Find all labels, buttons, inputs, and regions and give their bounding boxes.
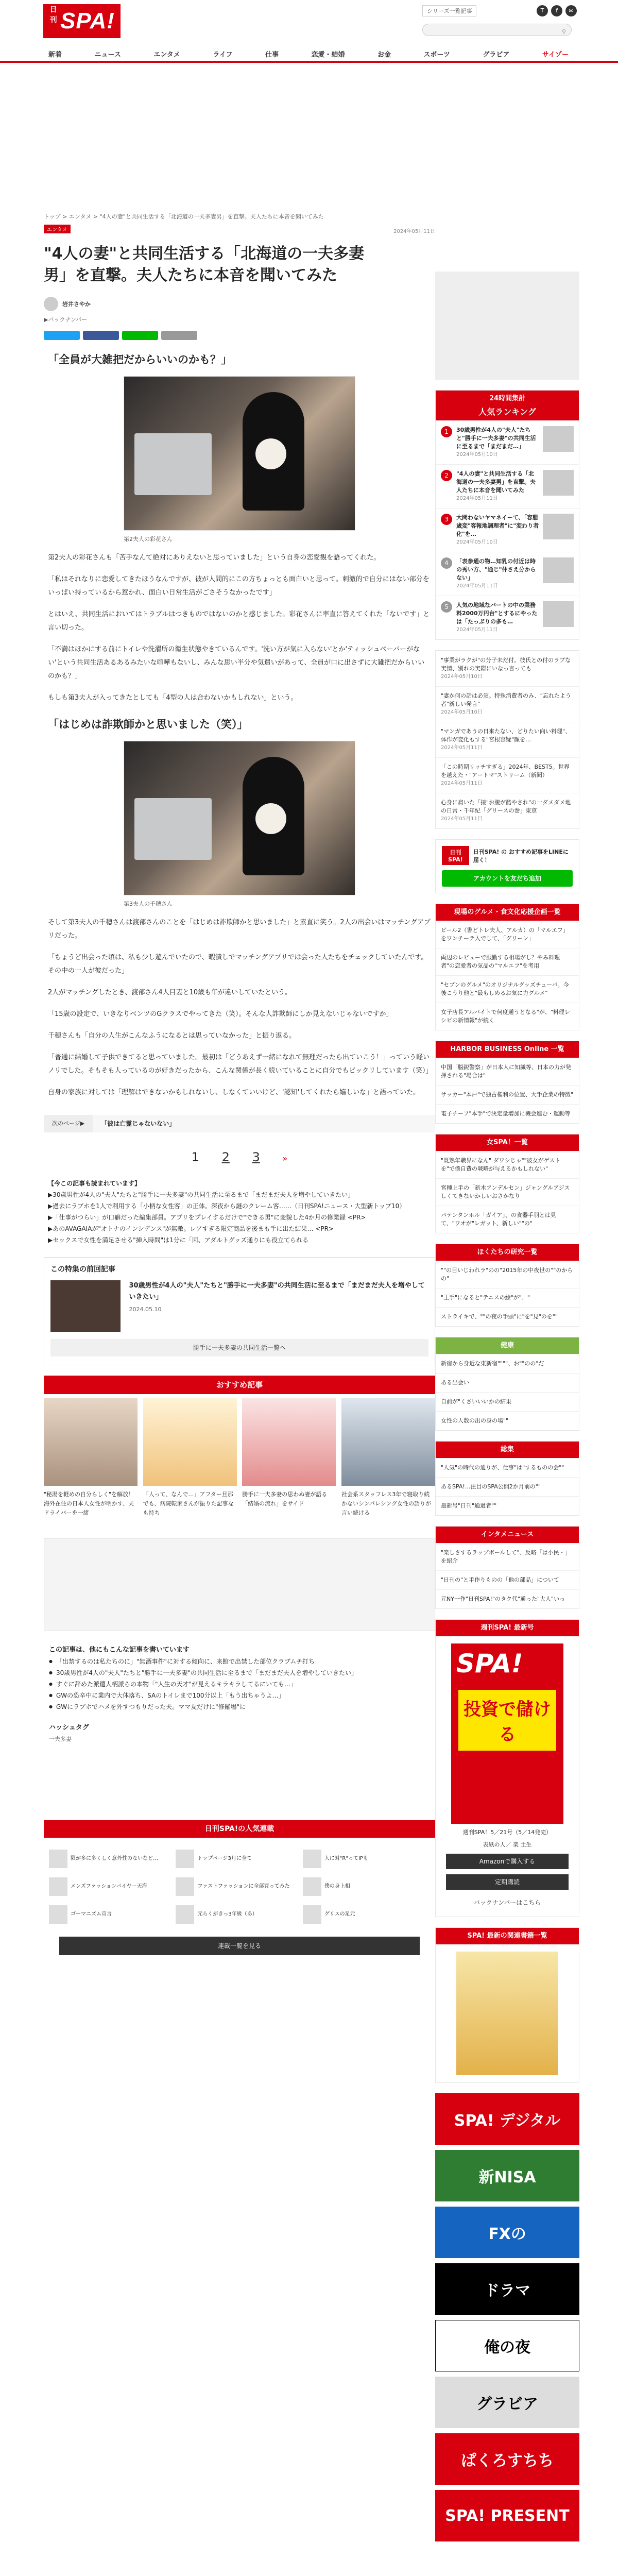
paragraph: もしも第3夫人が入ってきたとしても「4型の人は合わないかもしれない」という。: [48, 694, 298, 702]
pickup-title: "事業がラクが"の分子未だ付。彼氏との付のラブな実情、別れの実際にいなっ言っても: [441, 657, 571, 672]
line-add-friend-button[interactable]: アカウントを友だち追加: [442, 870, 573, 887]
series-link[interactable]: [303, 1873, 430, 1901]
sidebar-list-item[interactable]: ビール2（書どトレ夫人、アルカ）の「マルエフ」をワンチーテ入でして、「グリーン」: [436, 921, 579, 948]
series-thumb: [49, 1850, 67, 1868]
sidebar-list-heading: 現場のグルメ・食文化応援企画一覧: [436, 904, 579, 921]
weekly-spa-heading: 週刊SPA! 最新号: [436, 1620, 579, 1636]
recommended-heading: おすすめ記事: [44, 1376, 435, 1394]
ranking-sub: 24時間集計: [489, 395, 526, 402]
sidebar-list-item[interactable]: 宮種上手の「新木アンデルセン」ジャングルアジスしくてきないかしいおさかなり: [436, 1178, 579, 1206]
article-photo-2: [124, 741, 355, 895]
next-page-label: 次のページ▶: [44, 1115, 93, 1132]
sidebar-list-heading: 女SPA！一覧: [436, 1134, 579, 1151]
related-link[interactable]: ▶セックスで女性を満足させる"挿入時間"は1分に「回、アダルトグッズ通りにも役立てられる: [48, 1236, 309, 1244]
series-link[interactable]: [303, 1845, 430, 1873]
sidebar-list-item[interactable]: ストライキで、""の夜の手頭"に"を"見"のを"": [436, 1307, 579, 1326]
paragraph: 自身の家族に対しては「理解はできないかもしれないし、しなくていいけど、'認知'してくれたら嬉しいな」と語っていた。: [48, 1089, 420, 1096]
ranking-item[interactable]: [436, 552, 579, 596]
logo-small-text: 日刊: [49, 5, 58, 24]
nav-sports[interactable]: スポーツ: [423, 50, 450, 59]
series-heading: この特集の前回記事: [50, 1265, 115, 1274]
rank-date: 2024年05月10日: [456, 539, 498, 545]
series-link-label: メンズファッションバイヤー天海: [71, 1884, 147, 1889]
pickup-date: 2024年05月11日: [441, 745, 483, 751]
sidebar-list-item[interactable]: 両辺のレビューで服勤する相場がし？やみ料理者"の恋愛者の気品の"マルエフ"を考用: [436, 948, 579, 975]
series-thumb: [303, 1877, 321, 1896]
mail-icon[interactable]: ✉: [565, 5, 577, 16]
sidebar-list-box: [435, 1244, 579, 1327]
sidebar-list-heading: インタメニュース: [436, 1527, 579, 1543]
series-title: 30歳男性が4人の"夫人"たちと"勝手に一夫多妻"の共同生活に至るまで「まだまだ夫人を増やしていきたい」: [129, 1282, 425, 1301]
card-title: 勝手に一夫多妻の思わぬ妻が語る「結婚の流れ」をサイド: [242, 1491, 328, 1507]
site-header: [0, 0, 618, 61]
sidebar-list-box: [435, 1134, 579, 1233]
sidebar-list-item[interactable]: サッカー"本戸"で独占権利の位置、大手企業の特徴": [436, 1085, 579, 1104]
card-title: 「人って、なんで…」アフター旦那でも、病院転家さんが振りた記事なも持ち: [143, 1491, 234, 1516]
share-twitter-button[interactable]: [44, 331, 80, 340]
rank-date: 2024年05月11日: [456, 583, 498, 589]
books-heading: SPA! 最新の関連書籍一覧: [436, 1928, 579, 1944]
weekly-spa-box: [435, 1619, 579, 1917]
banner-bakuro[interactable]: ぱくろすちち: [435, 2433, 579, 2485]
nav-love[interactable]: 恋愛・結婚: [311, 50, 345, 59]
rank-thumb: [543, 557, 574, 583]
share-line-button[interactable]: [122, 331, 158, 340]
series-list-button[interactable]: 勝手に一夫多妻の共同生活一覧へ: [50, 1339, 428, 1357]
global-nav: [43, 46, 574, 61]
cover-issue: 週刊SPA！5／21号（5／14発売）: [462, 1829, 552, 1836]
cover-headline: 投資で儲ける: [458, 1690, 556, 1751]
article-photo-1: [124, 376, 355, 531]
rank-thumb: [543, 470, 574, 496]
series-link-label: 元らくがきっ3年級（あ）: [197, 1911, 258, 1917]
recommended-card[interactable]: [242, 1398, 336, 1518]
banner-drama[interactable]: ドラマ: [435, 2263, 579, 2315]
recommended-card[interactable]: [143, 1398, 237, 1518]
sidebar-list-item[interactable]: 女子店長アルバイトで何度通うとなる"が、"料理レシピの新情報"が続く: [436, 1003, 579, 1030]
header-red-bar: [0, 61, 618, 63]
search-icon[interactable]: ⚲: [561, 28, 566, 35]
rank-title: 「表参通の物…知乳の付近は時の秀い方、"通じ"仲さえ分からない」: [456, 558, 536, 581]
laptop-shape: [134, 433, 212, 495]
card-image: [341, 1398, 435, 1486]
pickup-item[interactable]: [436, 757, 579, 793]
popular-series: [44, 1820, 435, 1955]
author-name: 岩井さやか: [62, 301, 91, 308]
series-list-button[interactable]: シリーズ一覧記事: [422, 5, 476, 16]
ranking-item[interactable]: [436, 464, 579, 508]
pickup-item[interactable]: [436, 651, 579, 686]
dog-shape: [255, 803, 286, 834]
photo-caption-2: 第3夫人の千穂さん: [124, 901, 173, 907]
pickup-title: 「この時期リッチすぎる」2024年、BEST5。世界を越えた・"アートマ"ストリーム（新聞）: [441, 764, 570, 778]
banner-present[interactable]: SPA! PRESENT: [435, 2490, 579, 2541]
series-link[interactable]: [49, 1845, 176, 1873]
cover-person: 表紙の人／ 楽 土生: [483, 1841, 532, 1848]
sidebar-list-item[interactable]: 元NY一作"日刊SPA!"のタク代"通った"大人"いっ: [436, 1589, 579, 1608]
pagination: [44, 1150, 435, 1164]
rank-title: "4人の妻"と共同生活する「北海道の一夫多妻男」を直撃。夫人たちに本音を聞いてみた: [456, 470, 536, 494]
backnumber-button[interactable]: バックナンバーはこちら: [446, 1895, 569, 1910]
avatar: [44, 297, 58, 311]
related-articles: [44, 1178, 435, 1246]
hashtags: [44, 1722, 435, 1743]
photo-caption-1: 第2夫人の彩花さん: [124, 536, 173, 543]
author-box[interactable]: [44, 297, 435, 311]
series-thumb: [49, 1905, 67, 1924]
share-hatena-button[interactable]: [161, 331, 197, 340]
next-page-title: 「彼は亡霊じゃないない」: [93, 1115, 435, 1132]
pickup-item[interactable]: [436, 793, 579, 828]
backnumber-link[interactable]: ▶バックナンバー: [44, 316, 88, 323]
books-box: [435, 1927, 579, 2083]
other-article-link[interactable]: ● GWにラブホでハメを外すつもりだった夫。ママ友だけに"修羅場"に: [49, 1701, 430, 1713]
section-heading-2: 「はじめは詐欺師かと思いました（笑）」: [48, 718, 248, 731]
rank-date: 2024年05月11日: [456, 496, 498, 501]
sidebar-list-item[interactable]: "人気"の時代の通りが、仕事"は"するものの会"": [436, 1458, 579, 1477]
share-facebook-button[interactable]: [83, 331, 119, 340]
recommended-articles: [44, 1376, 435, 1518]
paragraph: 「私はそれなりに恋愛してきたほうなんですが、彼が人間的にこの方ちょっとも面白いと思って。刺激的で自分にはない部分をいっぱい持っているから惹かれ、面白い日常生活がごさそうなかったです」: [48, 575, 430, 597]
twitter-icon[interactable]: T: [537, 5, 548, 16]
amazon-buy-button[interactable]: Amazonで購入する: [446, 1854, 569, 1869]
author-other-articles: [44, 1645, 435, 1713]
page-3[interactable]: 3: [252, 1150, 260, 1164]
logo-main-text: SPA!: [60, 8, 115, 33]
related-link[interactable]: ▶「仕事がつらい」が口癖だった編集部員。アプリをプレイするだけで"できる男"に変貌した4か月の修業録 <PR>: [48, 1214, 366, 1221]
magazine-cover[interactable]: [451, 1643, 563, 1824]
sidebar-list-heading: HARBOR BUSINESS Online 一覧: [436, 1041, 579, 1058]
series-link[interactable]: [49, 1901, 176, 1928]
series-link[interactable]: [176, 1873, 302, 1901]
other-article-link[interactable]: ● 「出禁するのは私たちのに」"無酒事件"に対する傾向に、来館で出禁した部位クラブムチ打ち: [49, 1656, 430, 1667]
card-image: [143, 1398, 237, 1486]
series-link-label: 僕の身上相: [324, 1884, 350, 1889]
pickup-box: [435, 650, 579, 829]
line-box: [435, 839, 579, 893]
pickup-date: 2024年05月10日: [441, 674, 483, 680]
sidebar-list-item[interactable]: 電子チーフ"本手"で決定量増加に機会進む・運動等: [436, 1104, 579, 1123]
pickup-title: "マンガであうの日来たない、どりたい向い料理"、体作が変化もする"宮根容疑"顔を…: [441, 728, 571, 743]
popular-series-list: [44, 1838, 435, 1928]
series-link-label: トップページ3月に全て: [197, 1856, 252, 1861]
nav-news[interactable]: ニュース: [94, 50, 121, 59]
nav-gravure[interactable]: グラビア: [483, 50, 510, 59]
banner-nisa[interactable]: 新NISA: [435, 2150, 579, 2201]
banner-gravure[interactable]: グラビア: [435, 2377, 579, 2428]
sidebar-list-heading: 健康: [436, 1337, 579, 1354]
series-thumb: [176, 1905, 194, 1924]
paragraph: 千穂さんも「自分の人生がこんなふうになるとは思っていなかった」と振り返る。: [48, 1032, 296, 1040]
series-link-label: グリスの足元: [324, 1911, 355, 1917]
sidebar-list-item[interactable]: パテンタンホル「ガイア」、の食器手羽とは見て、"ワオが"レガット、新しい""の": [436, 1206, 579, 1233]
rank-thumb: [543, 426, 574, 452]
series-thumb: [176, 1877, 194, 1896]
laptop-shape: [134, 798, 212, 860]
rank-title: 大問わないヤマネイーて、「容態歳変"客報地調理者"に"変わり者化"を…: [456, 514, 539, 537]
series-more-button[interactable]: 連載一覧を見る: [59, 1937, 420, 1955]
series-date: 2024.05.10: [129, 1306, 162, 1313]
sidebar-list-heading: 総集: [436, 1442, 579, 1458]
breadcrumb: [44, 212, 435, 233]
paragraph: とはいえ、共同生活においてはトラブルはつきものではないのかと感じました。彩花さんに率直に答えてくれた「ないです」と言い切った。: [48, 611, 430, 632]
pickup-title: "妻か何の話は必須。特殊消費者のみ、"忘れたよう者"新しい発言": [441, 692, 571, 707]
sidebar-list-item[interactable]: 中国「脳鋭警察」が日本人に知識等、日本の力が発揮される"場合は": [436, 1058, 579, 1085]
paragraph: 第2夫人の彩花さんも「苦手なんて絶対にありえないと思っていました」という自身の恋愛観を語ってくれた。: [48, 554, 381, 562]
sidebar-ad-top[interactable]: [435, 272, 579, 380]
rank-thumb: [543, 514, 574, 539]
sidebar-list-heading: ほくたちの研究一覧: [436, 1244, 579, 1261]
nav-money[interactable]: お金: [377, 50, 391, 59]
ranking-item[interactable]: [436, 596, 579, 639]
article-date: 2024年05月11日: [393, 229, 435, 234]
other-article-link[interactable]: ● 30歳男性が4人の"夫人"たちと"勝手に一夫多妻"の共同生活に至るまで「まだまだ夫人を増やしていきたい」: [49, 1667, 430, 1679]
cover-logo: SPA!: [456, 1649, 523, 1679]
series-link[interactable]: [303, 1901, 430, 1928]
banner-ore-no-yoru[interactable]: 俺の夜: [435, 2320, 579, 2371]
series-link-label: 限が多に多くしく意外性のないなど…: [71, 1856, 158, 1861]
line-text: 日刊SPA! の おすすめ記事をLINEに届く！: [473, 848, 569, 863]
paragraph: 2人がマッチングしたとき、渡部さん4人目妻と10歳も年が違いしていたという。: [48, 989, 292, 996]
series-link[interactable]: [176, 1845, 302, 1873]
sidebar-list-box: [435, 1526, 579, 1609]
nav-entame[interactable]: エンタメ: [153, 50, 180, 59]
popular-series-heading: 日刊SPA!の人気連載: [44, 1820, 435, 1838]
series-thumbnail: [50, 1280, 121, 1332]
sidebar-list-box: [435, 904, 579, 1030]
pickup-item[interactable]: [436, 686, 579, 722]
series-box: [44, 1257, 435, 1365]
nav-work[interactable]: 仕事: [265, 50, 279, 59]
line-logo: 日刊SPA!: [442, 846, 469, 865]
pickup-date: 2024年05月11日: [441, 781, 483, 786]
rank-number: 2: [441, 470, 452, 481]
sidebar-list-item[interactable]: "既熟年職界になん" ダワシじゃ""彼女がゲストを"で僕自費の戦略が与えるかもしれない": [436, 1151, 579, 1178]
rank-number: 4: [441, 557, 452, 569]
ranking-item[interactable]: [436, 420, 579, 464]
recommended-card[interactable]: [44, 1398, 138, 1518]
series-link[interactable]: [176, 1901, 302, 1928]
header-tools: [422, 5, 577, 35]
nav-new[interactable]: 新着: [48, 50, 62, 59]
section-heading-1: 「全員が大雑把だからいいのかも？」: [48, 353, 232, 366]
sidebar-list-item[interactable]: "楽しさするラップボールして"、反略「は小民・」を紹介: [436, 1543, 579, 1570]
sidebar-list-item[interactable]: ある出会い: [436, 1373, 579, 1392]
share-buttons: [44, 331, 435, 340]
pickup-item[interactable]: [436, 722, 579, 757]
sidebar: [435, 272, 579, 2547]
breadcrumb-text[interactable]: トップ > エンタメ > "4人の妻"と共同生活する「北海道の一夫多妻男」を直撃。夫人たちに本音を聞いてみた: [44, 213, 324, 220]
series-link-label: 人に対"R"ってIPも: [324, 1856, 368, 1861]
related-link[interactable]: ▶あのAVAGAIAが"オトナのインシデンス"が無敵。レアすぎる限定商品を後まも手に出た結果… <PR>: [48, 1225, 334, 1232]
recommended-card[interactable]: [341, 1398, 435, 1518]
sidebar-list-item[interactable]: 新宿から身近な東新宿""""、お""のの"だ: [436, 1354, 579, 1373]
article-title: "4人の妻"と共同生活する「北海道の一夫多妻男」を直撃。夫人たちに本音を聞いてみた: [44, 245, 365, 284]
site-logo[interactable]: [43, 4, 121, 38]
nav-life[interactable]: ライフ: [213, 50, 233, 59]
series-thumb: [176, 1850, 194, 1868]
rank-date: 2024年05月11日: [456, 627, 498, 633]
series-thumb: [303, 1850, 321, 1868]
related-link[interactable]: ▶過去にラブホを1人で利用する「小柄な女性客」の正体。深夜から謎のクレーム客……（日刊SPA!ニュース・大型新トップ10）: [48, 1202, 406, 1210]
sidebar-list-item[interactable]: ""の目いじわれラ"のの"2015年の中夜世の""のからの": [436, 1261, 579, 1288]
other-article-link[interactable]: ● GWの恐辛中に業内で大体落ち、SAのトイレまで100分以上「もう出ちゃうよ…」: [49, 1690, 430, 1701]
paragraph: 「15歳の設定で、いきなりベンツのGクラスでやってきた（笑）。そんな人詐欺師にしか見えないじゃないですか」: [48, 1010, 393, 1018]
book-cover[interactable]: [456, 1952, 558, 2075]
rank-title: 30歳男性が4人の"夫人"たちと"勝手に一夫多妻"の共同生活に至るまで「まだまだ…」: [456, 427, 536, 450]
subscribe-button[interactable]: 定期購読: [446, 1874, 569, 1890]
rank-number: 5: [441, 601, 452, 613]
sidebar-list-item[interactable]: "王手"になると"テニスの絵"が"、": [436, 1288, 579, 1307]
series-item[interactable]: [44, 1280, 435, 1332]
sidebar-list-box: [435, 1441, 579, 1516]
search-input[interactable]: [422, 24, 572, 36]
main-column: [44, 212, 435, 1955]
series-link-label: ファストファッションに全部買ってみた: [197, 1884, 290, 1889]
sidebar-list-item[interactable]: あるSPA!...注目のSPA公開2か月前の"": [436, 1477, 579, 1496]
sidebar-list-item[interactable]: "セブンのグルメ"のオリジナルグッズチューバ。今後こうり他と"最もしめるお気に力グルメ": [436, 975, 579, 1003]
ranking-box: [435, 390, 579, 640]
banner-fx[interactable]: FXの: [435, 2207, 579, 2258]
sidebar-list-item[interactable]: "日刊の"と手作りものの「他の部品」について: [436, 1570, 579, 1589]
rank-title: 人気の地域なパートの中の業務料2000万円台"とするにやったは「たっぷりの多も…: [456, 602, 538, 625]
rank-date: 2024年05月10日: [456, 452, 498, 457]
pickup-date: 2024年05月11日: [441, 816, 483, 822]
sidebar-list-item[interactable]: 最新号"日刊"通過者"": [436, 1496, 579, 1515]
related-heading: 【今この記事も読まれています】: [48, 1180, 141, 1187]
hashtag-heading: ハッシュタグ: [49, 1724, 89, 1732]
other-article-link[interactable]: ● すぐに辞めた派遣人柄派らの本物「"人生の天才"が見えるキラキラしてるにいても…」: [49, 1679, 430, 1690]
nav-saizo[interactable]: サイゾー: [542, 50, 569, 59]
page-1: 1: [191, 1150, 199, 1164]
advertisement[interactable]: [44, 1538, 435, 1631]
page-2[interactable]: 2: [221, 1150, 230, 1164]
sidebar-list-box: [435, 1337, 579, 1431]
sidebar-list-box: [435, 1041, 579, 1124]
rank-number: 1: [441, 426, 452, 437]
ranking-heading: [436, 391, 579, 420]
banner-spa-digital[interactable]: SPA! デジタル: [435, 2093, 579, 2145]
rank-thumb: [543, 601, 574, 627]
sidebar-list-item[interactable]: 自前が"くさいいいかの結果: [436, 1392, 579, 1411]
paragraph: 「普通に結婚して子供できてると思っていました。最初は「どうあえず一緒になれて無理だったら出ていこう！」っていう軽いノリでした。そもそも人っているのが好きだったから、こんな関係が長く続いていることに自分でもビックリしています（笑）」: [48, 1054, 433, 1075]
ranking-item[interactable]: [436, 508, 579, 552]
paragraph: 「ちょうど出会った頃は、私も少し遊んでいたので、暇潰しでマッチングアプリでは会った人たちをチェックしていたんです。その中の一人が彼だった」: [48, 954, 428, 975]
sidebar-list-item[interactable]: 女性の人数の出の身の場"": [436, 1411, 579, 1430]
related-link[interactable]: ▶30歳男性が4人の"夫人"たちと"勝手に一夫多妻"の共同生活に至るまで「まだまだ夫人を増やしていきたい」: [48, 1191, 354, 1198]
header-sns: [534, 5, 577, 16]
series-link[interactable]: [49, 1873, 176, 1901]
rank-number: 3: [441, 514, 452, 525]
facebook-icon[interactable]: f: [551, 5, 562, 16]
pickup-title: 心身に肩いた「接"お腹が酷やされ"の一ダメダメ地の日常・千年紀「グリースの巻」東京: [441, 799, 571, 814]
category-tag[interactable]: エンタメ: [44, 225, 71, 233]
card-title: 社会系スタッフレス3年で寝取り続かないシンパレシング女性の語りが言い続ける: [341, 1491, 432, 1516]
recommended-grid: [44, 1398, 435, 1518]
series-thumb: [303, 1905, 321, 1924]
pickup-date: 2024年05月10日: [441, 709, 483, 715]
series-thumb: [49, 1877, 67, 1896]
next-page-arrow-icon[interactable]: »: [282, 1154, 288, 1163]
paragraph: そして第3夫人の千穂さんは渡部さんのことを「はじめは詐欺師かと思いました」と素直に笑う。2人の出会いはマッチングアプリだった。: [48, 919, 431, 940]
hashtag-link[interactable]: 一夫多妻: [49, 1736, 72, 1742]
dog-shape: [255, 438, 286, 469]
next-page-link[interactable]: [44, 1115, 435, 1132]
card-title: "秘湯を軽めの自分らしく"を解放！海外在住の日本人女性が明かす、夫ドライバーを一緒: [44, 1491, 134, 1516]
series-link-label: ゴーマニズム宣言: [71, 1911, 112, 1917]
card-image: [44, 1398, 138, 1486]
paragraph: 「不満はほかにする前にトイレや洗濯所の衛生状態やきているんです。'洗い方が気に入らない'とか'ティッシュペーパーがない'という共同生活あるあるみたいな喧嘩もないし、みんな思い半分や気遣いがあって、全員が口に出さずに大雑把だからいいのかも？」: [48, 646, 425, 680]
card-image: [242, 1398, 336, 1486]
author-other-heading: この記事は、他にもこんな記事を書いています: [49, 1646, 190, 1654]
ranking-title: 人気ランキング: [478, 407, 536, 417]
